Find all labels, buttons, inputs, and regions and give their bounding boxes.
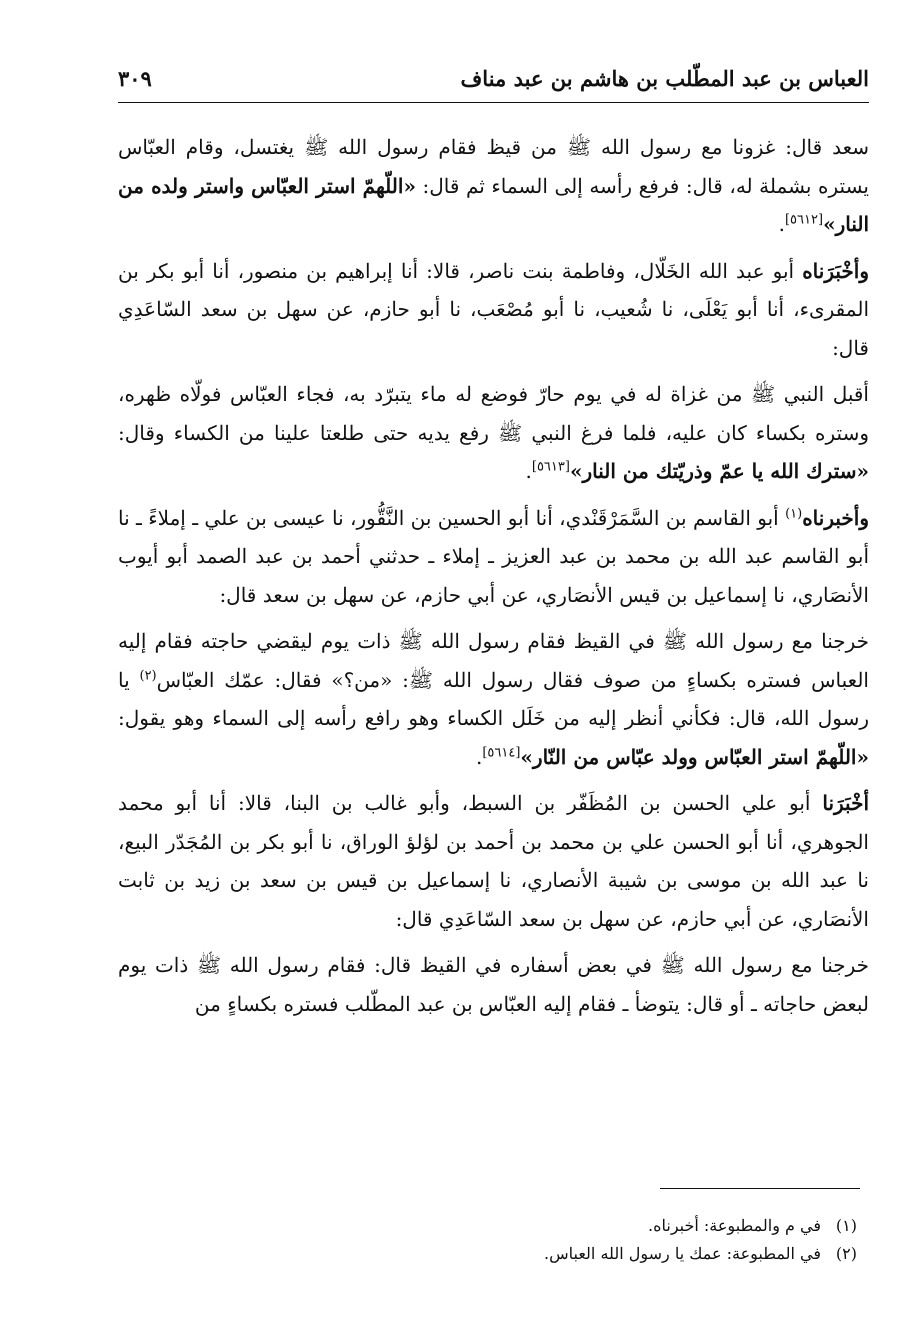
bold-text: «سترك الله يا عمّ وذريّتك من النار» — [569, 459, 869, 483]
bold-text: «اللّهمّ استر العبّاس وولد عبّاس من النّار» — [520, 744, 869, 769]
text-run: سعد قال: غزونا مع رسول الله ﷺ من قيظ فقام رسول الله ﷺ يغتسل، وقام العبّاس يستره بشملة له، قال: فرفع رأسه إلى السماء ثم قال: — [118, 135, 869, 198]
text-run: خرجنا مع رسول الله ﷺ في القيظ فقام رسول الله ﷺ ذات يوم ليقضي حاجته فقام إليه العباس فستره بكساءٍ من صوف فقال رسول الله ﷺ: «من؟» فقال: عمّك العبّاس — [118, 629, 869, 692]
bold-text: وأخْبَرَناه — [802, 258, 869, 283]
reference-marker: (١) — [785, 505, 803, 521]
text-run: أقبل النبي ﷺ من غزاة له في يوم حارّ فوضع له ماء يتبرّد به، فجاء العبّاس فولّاه ظهره، وستره بكساء كان عليه، فلما فرغ النبي ﷺ رفع يديه حتى طلعتا علينا من الكساء وقال: — [118, 382, 870, 445]
footnote-number: (٢) — [835, 1244, 857, 1263]
running-title: العباس بن عبد المطّلب بن هاشم بن عبد مناف — [460, 66, 869, 91]
footnote-text: في المطبوعة: عمك يا رسول الله العباس. — [544, 1244, 821, 1263]
text-run: . — [778, 212, 785, 236]
header-rule — [118, 102, 869, 103]
body-text — [118, 128, 869, 1023]
page-header — [118, 66, 869, 100]
bold-text: أخْبَرَنا — [822, 791, 869, 815]
paragraph — [118, 252, 869, 368]
text-run: يا رسول الله، قال: فكأني أنظر إليه من خَلَل الكساء وهو رافع رأسه إلى السماء وهو يقول: — [118, 667, 869, 730]
text-run: أبو عبد الله الخَلّال، وفاطمة بنت ناصر، قالا: أنا إبراهيم بن منصور، أنا أبو بكر بن المقرىء، أنا أبو يَعْلَى، نا شُعيب، نا أبو مُصْعَب، نا أبو حازم، عن سهل بن سعد السّاعَدِي قال: — [118, 258, 869, 360]
text-run: أبو علي الحسن بن المُظَفّر بن السبط، وأبو غالب بن البنا، قالا: أنا أبو محمد الجوهري، أنا أبو الحسن علي بن محمد بن أحمد بن لؤلؤ الوراق، نا أبو بكر بن المُجَدّر البيع، نا عبد الله بن موسى بن شيبة الأنصاري، نا إسماعيل بن قيس بن سعد بن زيد بن ثابت الأنصَاري، عن أبي حازم، عن سهل بن سعد السّاعَدِي قال: — [118, 791, 869, 931]
text-run: أبو القاسم بن السَّمَرْقَنْدي، أنا أبو الحسين بن النَّقُّور، نا عيسى بن علي ـ إملاءً ـ نا أبو القاسم عبد الله بن محمد بن عبد العزيز ـ إملاء ـ حدثني أحمد بن عبد الصمد أبو أيوب الأنصَاري، نا إسماعيل بن قيس الأنصَاري، عن أبي حازم، عن سهل بن سعد قال: — [118, 505, 869, 607]
paragraph — [118, 499, 869, 615]
page-number: ٣٠٩ — [118, 66, 152, 91]
text-run: . — [525, 459, 532, 483]
reference-marker: [٥٦١٤] — [482, 744, 521, 760]
footnote-2 — [118, 1240, 857, 1268]
reference-marker: [٥٦١٣] — [531, 459, 570, 475]
bold-text: «اللّهمّ استر العبّاس واستر ولده من النار» — [118, 173, 869, 236]
reference-marker: (٢) — [139, 667, 157, 683]
reference-marker: [٥٦١٢] — [784, 212, 824, 228]
paragraph — [118, 375, 869, 491]
paragraph — [118, 128, 869, 244]
text-run: خرجنا مع رسول الله ﷺ في بعض أسفاره في القيظ قال: فقام رسول الله ﷺ ذات يوم لبعض حاجاته ـ أو قال: يتوضأ ـ فقام إليه العبّاس بن عبد المطّلب فستره بكساءٍ من — [118, 953, 869, 1016]
footnotes — [118, 1212, 857, 1268]
footnote-number: (١) — [835, 1216, 857, 1235]
paragraph — [118, 946, 869, 1023]
paragraph — [118, 622, 869, 776]
text-run: . — [475, 744, 483, 769]
footnote-1 — [118, 1212, 857, 1240]
paragraph — [118, 784, 869, 938]
footnote-text: في م والمطبوعة: أخبرناه. — [648, 1216, 821, 1235]
bold-text: وأخبرناه — [802, 505, 869, 530]
footnote-rule — [660, 1188, 860, 1189]
